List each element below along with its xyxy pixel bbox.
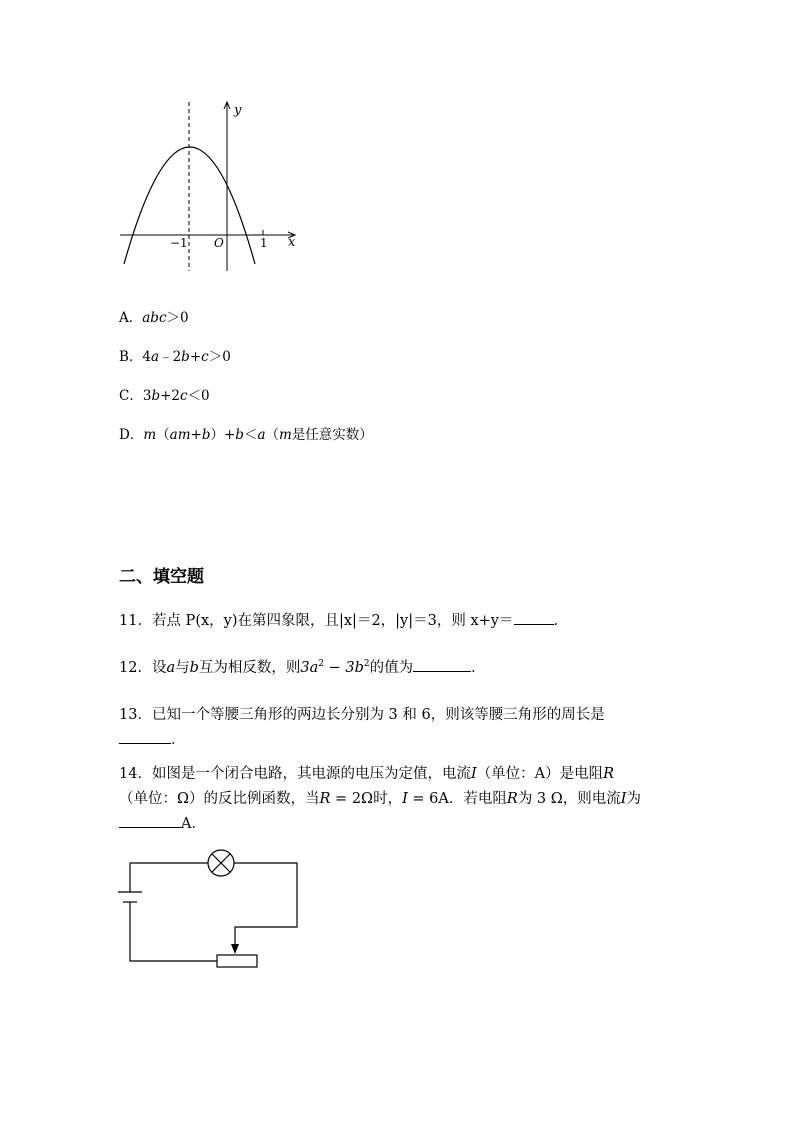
option-a: [119, 306, 189, 326]
question-14-text: = 2Ω时，: [330, 791, 403, 807]
question-13-line2: [119, 728, 186, 749]
question-12-var: a: [166, 660, 176, 676]
question-12-var: b: [189, 660, 199, 676]
option-a-prefix: A．: [119, 310, 143, 326]
option-c-rel: ＜0: [187, 388, 210, 404]
option-c-text: 3: [142, 388, 152, 404]
option-b-var: a: [151, 349, 160, 365]
rheostat-icon: [217, 955, 257, 967]
question-14-var: I: [402, 791, 408, 807]
option-b: [119, 345, 231, 365]
question-12-text: 互为相反数，则: [198, 660, 301, 676]
question-12-text: 12．设: [119, 660, 167, 676]
option-d-var: m: [279, 427, 292, 443]
answer-blank-14[interactable]: [119, 826, 181, 828]
question-14-line2: [119, 787, 641, 808]
question-13: [119, 703, 605, 724]
question-12: [119, 656, 486, 677]
question-14-var: I: [620, 791, 627, 807]
option-d-var: b: [235, 427, 244, 443]
option-a-rel: ＞0: [166, 310, 189, 326]
option-b-text: ﹣2: [159, 349, 182, 365]
option-b-var: b: [181, 349, 190, 365]
question-11-text: 11．若点 P(x，y)在第四象限，且|x|＝2，|y|＝3，则 x+y＝: [119, 613, 514, 629]
circuit-wire: [130, 863, 297, 945]
question-12-end: ．: [471, 660, 486, 676]
circuit-diagram: [112, 845, 307, 975]
answer-blank-13[interactable]: [119, 742, 171, 744]
question-14-text: = 6A．若电阻: [407, 791, 507, 807]
option-a-expr: abc: [142, 310, 167, 326]
tick-1-label: 1: [260, 236, 268, 250]
parabola-curve: [124, 147, 255, 264]
question-12-text: 的值为: [369, 660, 414, 676]
question-14-text: （单位：A）是电阻: [476, 766, 604, 782]
question-14-end: A．: [181, 816, 206, 832]
question-13-text: 13．已知一个等腰三角形的两边长分别为 3 和 6，则该等腰三角形的周长是: [119, 707, 605, 723]
question-12-expr: − 3b: [324, 660, 364, 676]
question-12-text: 与: [175, 660, 190, 676]
question-12-sup: 2: [363, 659, 370, 670]
option-d-text: （: [156, 427, 170, 443]
question-14-text: 为 3 Ω，则电流: [517, 791, 621, 807]
option-c-var: b: [151, 388, 161, 404]
option-d-prefix: D．: [119, 427, 144, 443]
section-title: 二、填空题: [119, 567, 204, 587]
option-d-text: +: [190, 427, 202, 443]
option-b-rel: ＞0: [208, 349, 231, 365]
question-12-sup: 2: [318, 659, 325, 670]
option-d-text: （: [265, 427, 279, 443]
option-d-var: a: [257, 427, 266, 443]
parabola-graph: [110, 96, 310, 276]
option-b-text: +: [189, 349, 202, 365]
answer-blank-12[interactable]: [413, 670, 471, 672]
question-14-text: （单位：Ω）的反比例函数，当: [119, 791, 320, 807]
question-14-var: I: [470, 766, 477, 782]
option-d-var: b: [201, 427, 211, 443]
question-14-var: R: [506, 791, 518, 807]
y-axis-label: y: [234, 103, 242, 118]
question-11: [119, 609, 568, 630]
question-14-var: R: [603, 766, 615, 782]
question-11-end: ．: [553, 613, 568, 629]
question-14-var: R: [319, 791, 331, 807]
option-d-var: m: [143, 427, 157, 443]
option-d: [119, 423, 373, 443]
option-c: [119, 384, 210, 404]
question-14-line1: [119, 762, 614, 783]
option-d-var: am: [169, 427, 191, 443]
option-d-text: ）+: [210, 427, 236, 443]
option-c-prefix: C．: [119, 388, 143, 404]
option-b-var: c: [201, 349, 209, 365]
answer-blank-11[interactable]: [514, 623, 554, 625]
option-c-var: c: [180, 388, 188, 404]
option-d-text: ＜: [243, 427, 258, 443]
option-b-prefix: B．: [119, 349, 143, 365]
question-14-line3: [119, 812, 206, 833]
option-d-text: 是任意实数）: [291, 427, 373, 443]
question-14-text: 为: [626, 791, 642, 807]
question-12-expr: 3a: [300, 660, 319, 676]
question-14-text: 14．如图是一个闭合电路，其电源的电压为定值，电流: [119, 766, 471, 782]
x-axis-label: x: [288, 235, 296, 250]
question-13-end: ．: [171, 732, 186, 748]
option-b-text: 4: [142, 349, 152, 365]
tick-neg1-label: −1: [170, 236, 188, 250]
slider-arrow-icon: [231, 944, 239, 954]
option-c-text: +2: [160, 388, 180, 404]
origin-label: O: [214, 236, 224, 250]
